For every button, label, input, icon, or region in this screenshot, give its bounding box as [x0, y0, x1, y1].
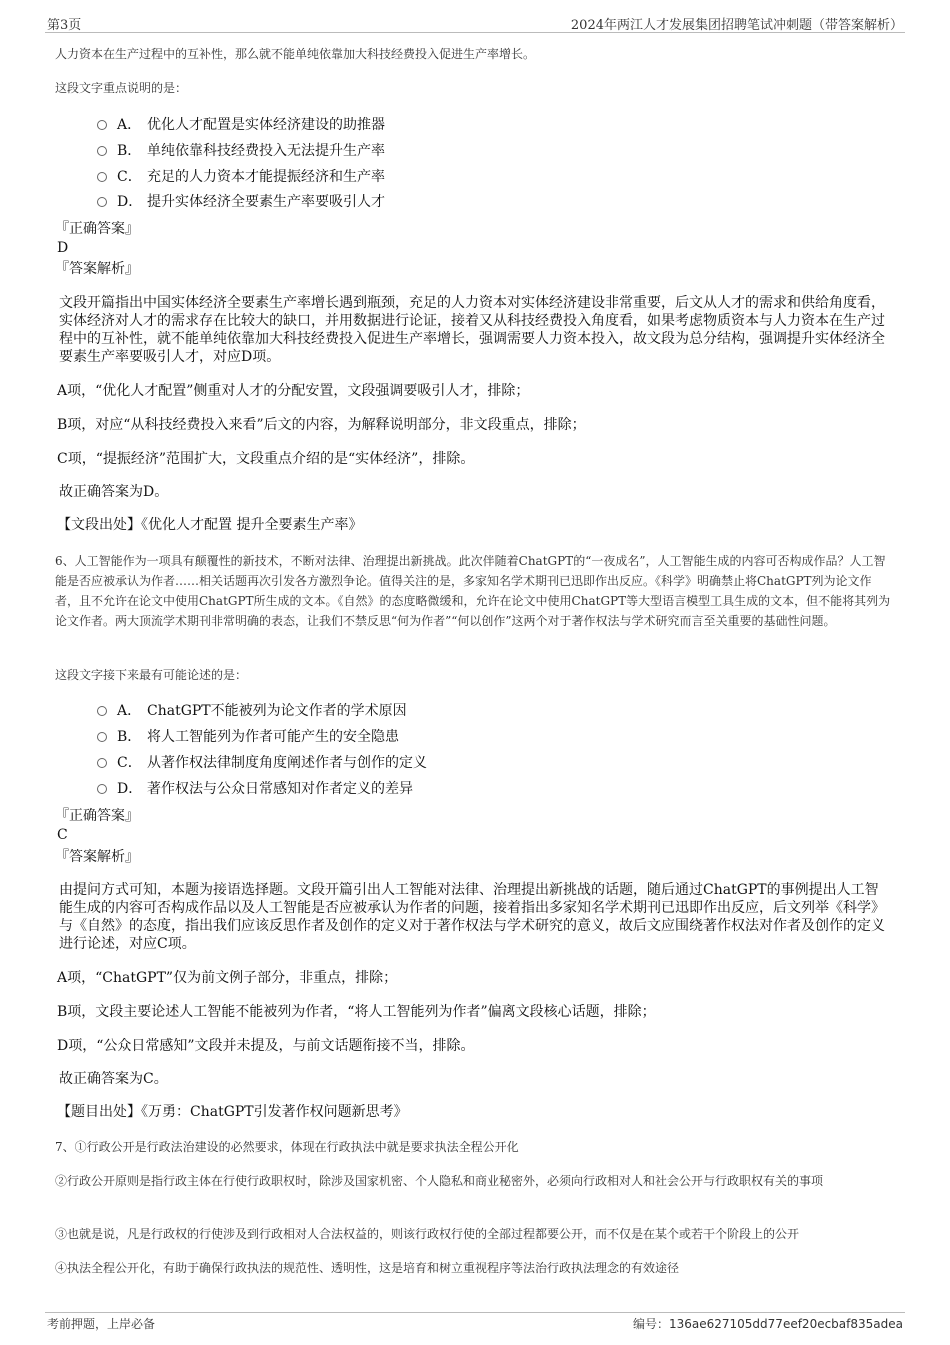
radio-icon — [97, 732, 107, 742]
page-footer — [45, 1312, 905, 1331]
q6-option-d[interactable]: D． 著作权法与公众日常感知对作者定义的差异 — [97, 778, 413, 800]
q7-sentence-3: ③也就是说，凡是行政权的行使涉及到行政相对人合法权益的，则该行政权行使的全部过程都要公开，而不仅是在某个或若干个阶段上的公开 — [55, 1227, 800, 1241]
q5-option-c[interactable]: C． 充足的人力资本才能提振经济和生产率 — [97, 166, 385, 188]
radio-icon — [97, 146, 107, 156]
q5-option-b[interactable]: B． 单纯依靠科技经费投入无法提升生产率 — [97, 140, 385, 162]
q6-answer-label: 『正确答案』 — [55, 808, 139, 824]
q6-option-d-note: D项，“公众日常感知”文段并未提及，与前文话题衔接不当，排除。 — [57, 1038, 475, 1054]
q5-analysis-label: 『答案解析』 — [55, 261, 139, 277]
q6-answer: C — [57, 827, 68, 843]
q5-answer-label: 『正确答案』 — [55, 221, 139, 237]
q7-sentence-1: 7、①行政公开是行政法治建设的必然要求，体现在行政执法中就是要求执法全程公开化 — [55, 1140, 519, 1154]
q5-passage-tail: 人力资本在生产过程中的互补性，那么就不能单纯依靠加大科技经费投入促进生产率增长。 — [55, 47, 536, 61]
q5-option-a-note: A项，“优化人才配置”侧重对人才的分配安置，文段强调要吸引人才，排除； — [57, 383, 530, 399]
q5-analysis: 文段开篇指出中国实体经济全要素生产率增长遇到瓶颈，充足的人力资本对实体经济建设非常重要，后文从人才的需求和供给角度看，实体经济对人才的需求存在比较大的缺口，并用数据进行论证，接着又从科技经费投入角度看，如果考虑物质资本与人力资本在生产过程中的互补性，就不能单纯依靠加大科技经费投入促进生产率增长，强调需要人力资本投入，故文段为总分结构，强调提升实体经济全要素生产率要吸引人才，对应D项。 — [59, 295, 885, 365]
document-title: 2024年两江人才发展集团招聘笔试冲刺题（带答案解析） — [570, 18, 903, 33]
page-header — [45, 12, 905, 33]
q5-option-b-note: B项，对应“从科技经费投入来看”后文的内容，为解释说明部分，非文段重点，排除； — [57, 417, 586, 433]
document-id: 编号：136ae627105dd77eef20ecbaf835adea — [632, 1317, 903, 1331]
q5-option-d[interactable]: D． 提升实体经济全要素生产率要吸引人才 — [97, 191, 385, 213]
radio-icon — [97, 197, 107, 207]
q5-source: 【文段出处】《优化人才配置 提升全要素生产率》 — [57, 517, 363, 533]
radio-icon — [97, 706, 107, 716]
q6-stem: 6、人工智能作为一项具有颠覆性的新技术，不断对法律、治理提出新挑战。此次伴随着ChatGPT的“一夜成名”，人工智能生成的内容可否构成作品？人工智能是否应被承认为作者……相关话题再次引发各方激烈争论。值得关注的是，多家知名学术期刊已迅即作出反应。《科学》明确禁止将ChatGPT列为论文作者，且不允许在论文中使用ChatGPT所生成的文本。《自然》的态度略微缓和，允许在论文中使用ChatGPT等大型语言模型工具生成的文本，但不能将其列为论文作者。两大顶流学术期刊非常明确的表态，让我们不禁反思“何为作者”“何以创作”这两个对于著作权法与学术研究而言至关重要的基础性问题。 — [55, 554, 891, 628]
radio-icon — [97, 784, 107, 794]
page-number: 第3页 — [47, 18, 82, 33]
q5-prompt: 这段文字重点说明的是： — [55, 81, 188, 95]
footer-slogan: 考前押题，上岸必备 — [47, 1317, 156, 1331]
q5-answer: D — [57, 240, 69, 256]
q6-option-a-note: A项，“ChatGPT”仅为前文例子部分，非重点，排除； — [57, 970, 398, 986]
q7-sentence-4: ④执法全程公开化，有助于确保行政执法的规范性、透明性，这是培育和树立重视程序等法治行政执法理念的有效途径 — [55, 1261, 680, 1275]
q6-source: 【题目出处】《万勇：ChatGPT引发著作权问题新思考》 — [57, 1104, 408, 1120]
radio-icon — [97, 172, 107, 182]
q5-option-c-note: C项，“提振经济”范围扩大，文段重点介绍的是“实体经济”，排除。 — [57, 451, 475, 467]
q5-conclusion: 故正确答案为D。 — [59, 484, 169, 500]
q6-prompt: 这段文字接下来最有可能论述的是： — [55, 668, 248, 682]
radio-icon — [97, 120, 107, 130]
q6-option-a[interactable]: A． ChatGPT不能被列为论文作者的学术原因 — [97, 700, 407, 722]
q6-conclusion: 故正确答案为C。 — [59, 1071, 168, 1087]
q5-option-a[interactable]: A． 优化人才配置是实体经济建设的助推器 — [97, 114, 385, 136]
q6-option-c[interactable]: C． 从著作权法律制度角度阐述作者与创作的定义 — [97, 752, 427, 774]
q6-option-b-note: B项，文段主要论述人工智能不能被列为作者，“将人工智能列为作者”偏离文段核心话题，排除； — [57, 1004, 656, 1020]
q7-sentence-2: ②行政公开原则是指行政主体在行使行政职权时，除涉及国家机密、个人隐私和商业秘密外，必须向行政相对人和社会公开与行政职权有关的事项 — [55, 1174, 824, 1188]
q6-analysis: 由提问方式可知，本题为接语选择题。文段开篇引出人工智能对法律、治理提出新挑战的话题，随后通过ChatGPT的事例提出人工智能生成的内容可否构成作品以及人工智能是否应被承认为作者的问题，接着指出多家知名学术期刊已迅即作出反应，后文列举《科学》与《自然》的态度，指出我们应该反思作者及创作的定义对于著作权法与学术研究的意义，故后文应围绕著作权法对作者及创作的定义进行论述，对应C项。 — [59, 882, 885, 952]
q6-analysis-label: 『答案解析』 — [55, 849, 139, 865]
q6-option-b[interactable]: B． 将人工智能列为作者可能产生的安全隐患 — [97, 726, 399, 748]
radio-icon — [97, 758, 107, 768]
